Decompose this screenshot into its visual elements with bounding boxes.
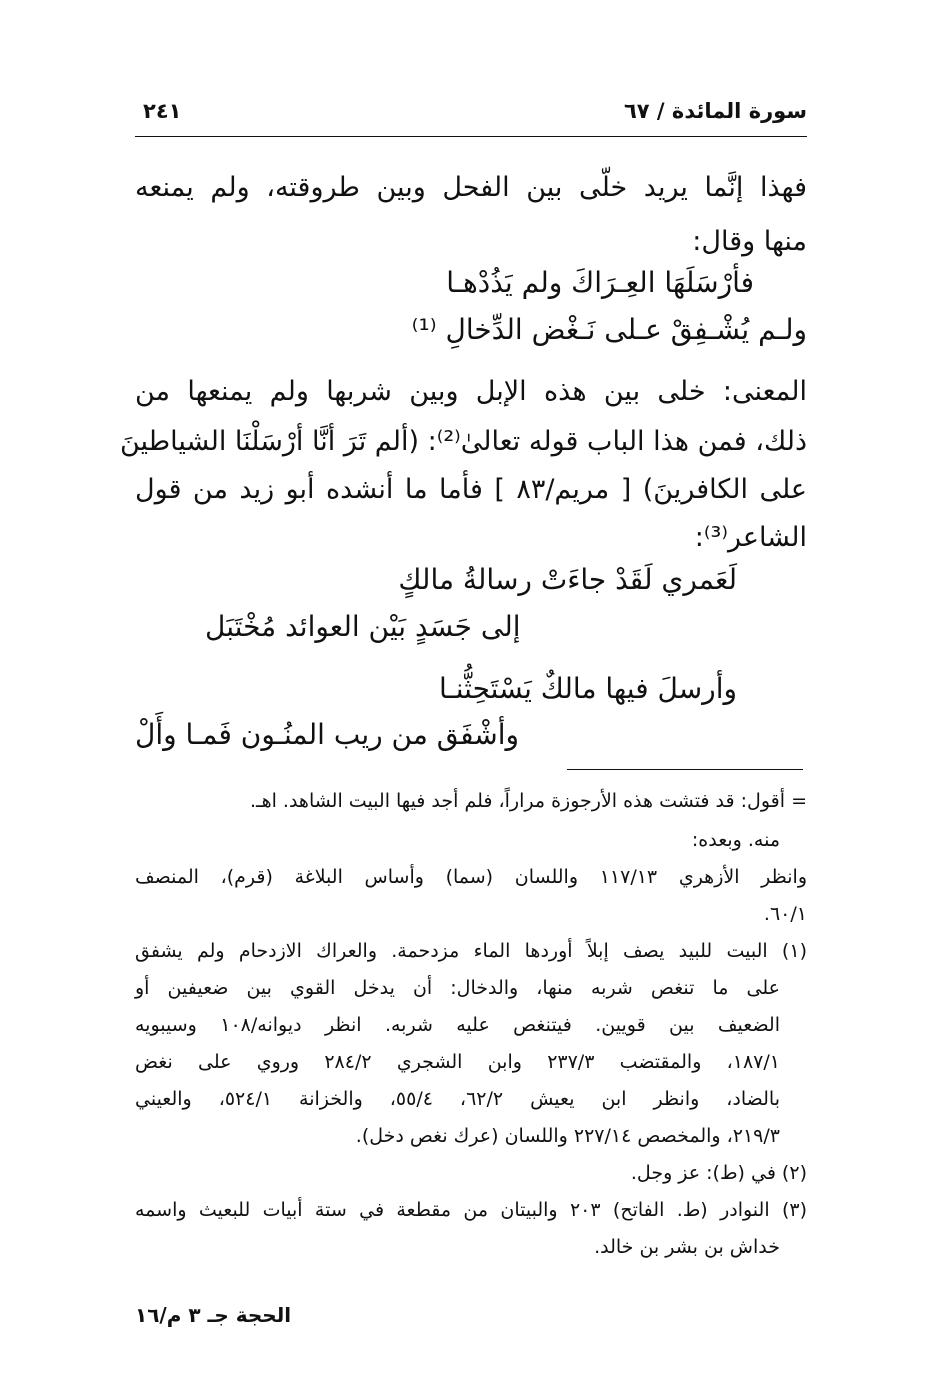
footnote-continuation-line-2: منه. وبعده:	[691, 829, 780, 851]
header-divider	[135, 136, 807, 137]
footnote-3-line-1: (٣) النوادر (ط. الفاتح) ٢٠٣ والبيتان من مقطعة في ستة أبيات للبعيث واسمه	[135, 1199, 807, 1221]
footnote-3-line-2: خداش بن بشر بن خالد.	[594, 1236, 780, 1258]
body-line-6: الشاعر⁽³⁾:	[694, 522, 807, 553]
footnote-1-line-3: الضعيف بين قويين. فيتنغص عليه شربه. انظر ديوانه/١٠٨ وسيبويه	[135, 1014, 780, 1036]
page-number: ٢٤١	[143, 99, 182, 123]
footnote-divider	[567, 769, 803, 770]
footnote-continuation-line-1: = أقول: قد فتشت هذه الأرجوزة مراراً، فلم أجد فيها البيت الشاهد. اهـ.	[249, 790, 807, 812]
running-header-title: سورة المائدة / ٦٧	[623, 99, 807, 123]
verse-3-second-hemistich: وأشْفَق من ريب المنُـون فَمـا وأَلْ	[135, 718, 520, 751]
footnote-1-line-2: على ما تنغص شربه منها، والدخال: أن يدخل القوي بين ضعيفين أو	[135, 977, 780, 999]
footnote-2: (٢) في (ط): عز وجل.	[630, 1162, 807, 1184]
footnote-1-line-1: (١) البيت للبيد يصف إبلاً أوردها الماء مزدحمة. والعراك الازدحام ولم يشفق	[135, 940, 807, 962]
body-line-5: على الكافرينَ) [ مريم/٨٣ ] فأما ما أنشده أبو زيد من قول	[135, 474, 807, 505]
printer-signature-mark: الحجة جـ ٣ م/١٦	[135, 1303, 292, 1327]
verse-2-first-hemistich: لَعَمري لَقَدْ جاءَتْ رسالةُ مالكٍ	[398, 563, 737, 596]
body-line-3: المعنى: خلى بين هذه الإبل وبين شربها ولم يمنعها من	[135, 376, 807, 407]
verse-3-first-hemistich: وأرسلَ فيها مالكٌ يَسْتَحِثُّنـا	[438, 672, 737, 705]
footnote-continuation-line-4: ٦٠/١.	[763, 903, 807, 925]
body-line-2: منها وقال:	[692, 226, 807, 257]
body-line-4: ذلك، فمن هذا الباب قوله تعالىٰ⁽²⁾: (ألم تَرَ أنَّا أرْسَلْنَا الشياطينَ	[119, 426, 807, 457]
footnote-1-line-4: ١٨٧/١، والمقتضب ٢٣٧/٣ وابن الشجري ٢٨٤/٢ وروي على نغض	[135, 1051, 780, 1073]
footnote-1-line-6: ٢١٩/٣، والمخصص ٢٢٧/١٤ واللسان (عرك نغص دخل).	[355, 1125, 780, 1147]
verse-1-first-hemistich: فأرْسَلَهَا العِـرَاكَ ولم يَذُدْهـا	[446, 266, 754, 299]
running-header	[135, 95, 807, 135]
footnote-1-line-5: بالضاد، وانظر ابن يعيش ٦٢/٢، ٥٥/٤، والخزانة ٥٢٤/١، والعيني	[135, 1088, 780, 1110]
footnote-continuation-line-3: وانظر الأزهري ١١٧/١٣ واللسان (سما) وأساس البلاغة (قرم)، المنصف	[135, 866, 807, 888]
body-line-1: فهذا إنَّما يريد خلّى بين الفحل وبين طروقته، ولم يمنعه	[135, 172, 807, 203]
verse-2-second-hemistich: إلى جَسَدٍ بَيْن العوائد مُخْتَبَل	[205, 610, 521, 643]
verse-1-second-hemistich: ولـم يُشْـفِقْ عـلى نَـغْض الدِّخالِ ⁽¹⁾	[411, 313, 807, 346]
